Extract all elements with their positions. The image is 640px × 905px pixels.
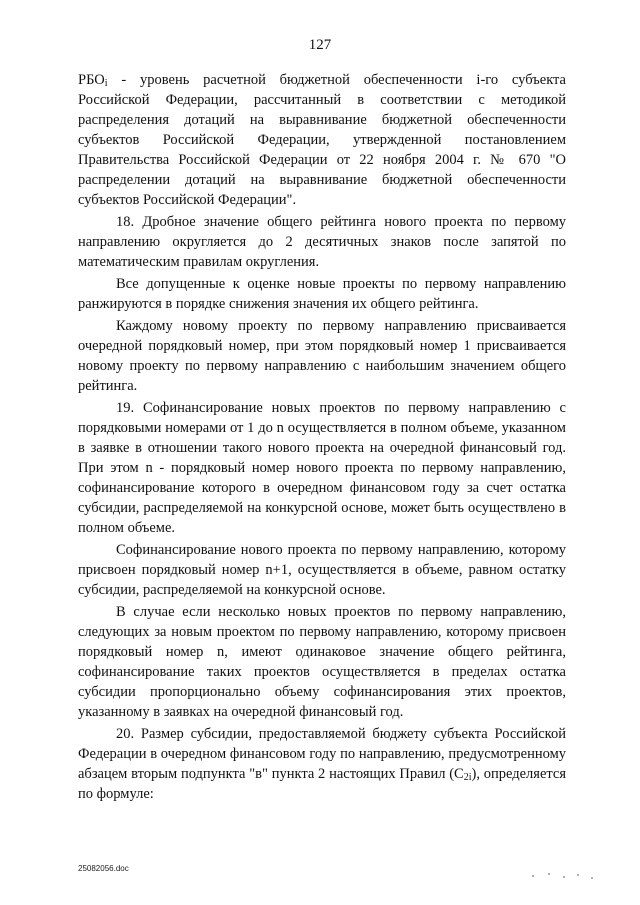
scan-noise-dots xyxy=(530,872,600,880)
document-body xyxy=(78,70,566,804)
rbo-term-subscript: i xyxy=(104,78,108,89)
paragraph-20-subsidy-size xyxy=(78,724,566,804)
paragraph-equal-rating: В случае если несколько новых проектов по первому направлению, следующих за новым проектом по первому направлению, которому присвоен порядковый номер n, имеют одинаковое значение общего рейтинга, софинансирование таких проектов осуществляется в пределах остатка субсидии пропорционально объему софинансирования этих проектов, указанному в заявках на очередной финансовый год. xyxy=(78,604,566,720)
subsidy-size-text-end: ), определяется по формуле: xyxy=(78,766,567,802)
page-number: 127 xyxy=(308,37,332,53)
footer-doc-id: 25082056.doc xyxy=(78,864,129,873)
subsidy-symbol-subscript: 2i xyxy=(463,772,472,783)
paragraph-19-cofinancing: 19. Софинансирование новых проектов по первому направлению с порядковыми номерами от 1 до n осуществляется в полном объеме, указанном в заявке в отношении такого нового проекта на очередной финансовый год. При этом n - порядковый номер нового проекта по первому направлению, софинансирование которого в очередном финансовом году за счет остатка субсидии, распределяемой на конкурсной основе, может быть осуществлено в полном объеме. xyxy=(78,400,566,536)
rbo-definition-text: - уровень расчетной бюджетной обеспеченности i-го субъекта Российской Федерации, рассчитанный в соответствии с методикой распределения дотаций на выравнивание бюджетной обеспеченности субъектов Российской Федерации, утвержденной постановлением Правительства Российской Федерации от 22 ноября 2004 г. № 670 "О распределении дотаций на выравнивание бюджетной обеспеченности субъектов Российской Федерации". xyxy=(78,72,566,208)
subsidy-size-text: 20. Размер субсидии, предоставляемой бюджету субъекта Российской Федерации в очередном финансовом году по направлению, предусмотренному абзацем вторым подпункта "в" пункта 2 настоящих Правил (С xyxy=(78,726,566,782)
paragraph-18-rounding: 18. Дробное значение общего рейтинга нового проекта по первому направлению округляется до 2 десятичных знаков после запятой по математическим правилам округления. xyxy=(78,214,566,270)
paragraph-numbering: Каждому новому проекту по первому направлению присваивается очередной порядковый номер, при этом порядковый номер 1 присваивается новому проекту по первому направлению с наибольшим значением общего рейтинга. xyxy=(78,318,566,394)
paragraph-rbo-definition xyxy=(78,70,566,210)
paragraph-ranking: Все допущенные к оценке новые проекты по первому направлению ранжируются в порядке снижения значения их общего рейтинга. xyxy=(78,276,566,312)
rbo-term: РБО xyxy=(78,72,105,88)
paragraph-n-plus-one: Софинансирование нового проекта по первому направлению, которому присвоен порядковый номер n+1, осуществляется в объеме, равном остатку субсидии, распределяемой на конкурсной основе. xyxy=(78,542,566,598)
